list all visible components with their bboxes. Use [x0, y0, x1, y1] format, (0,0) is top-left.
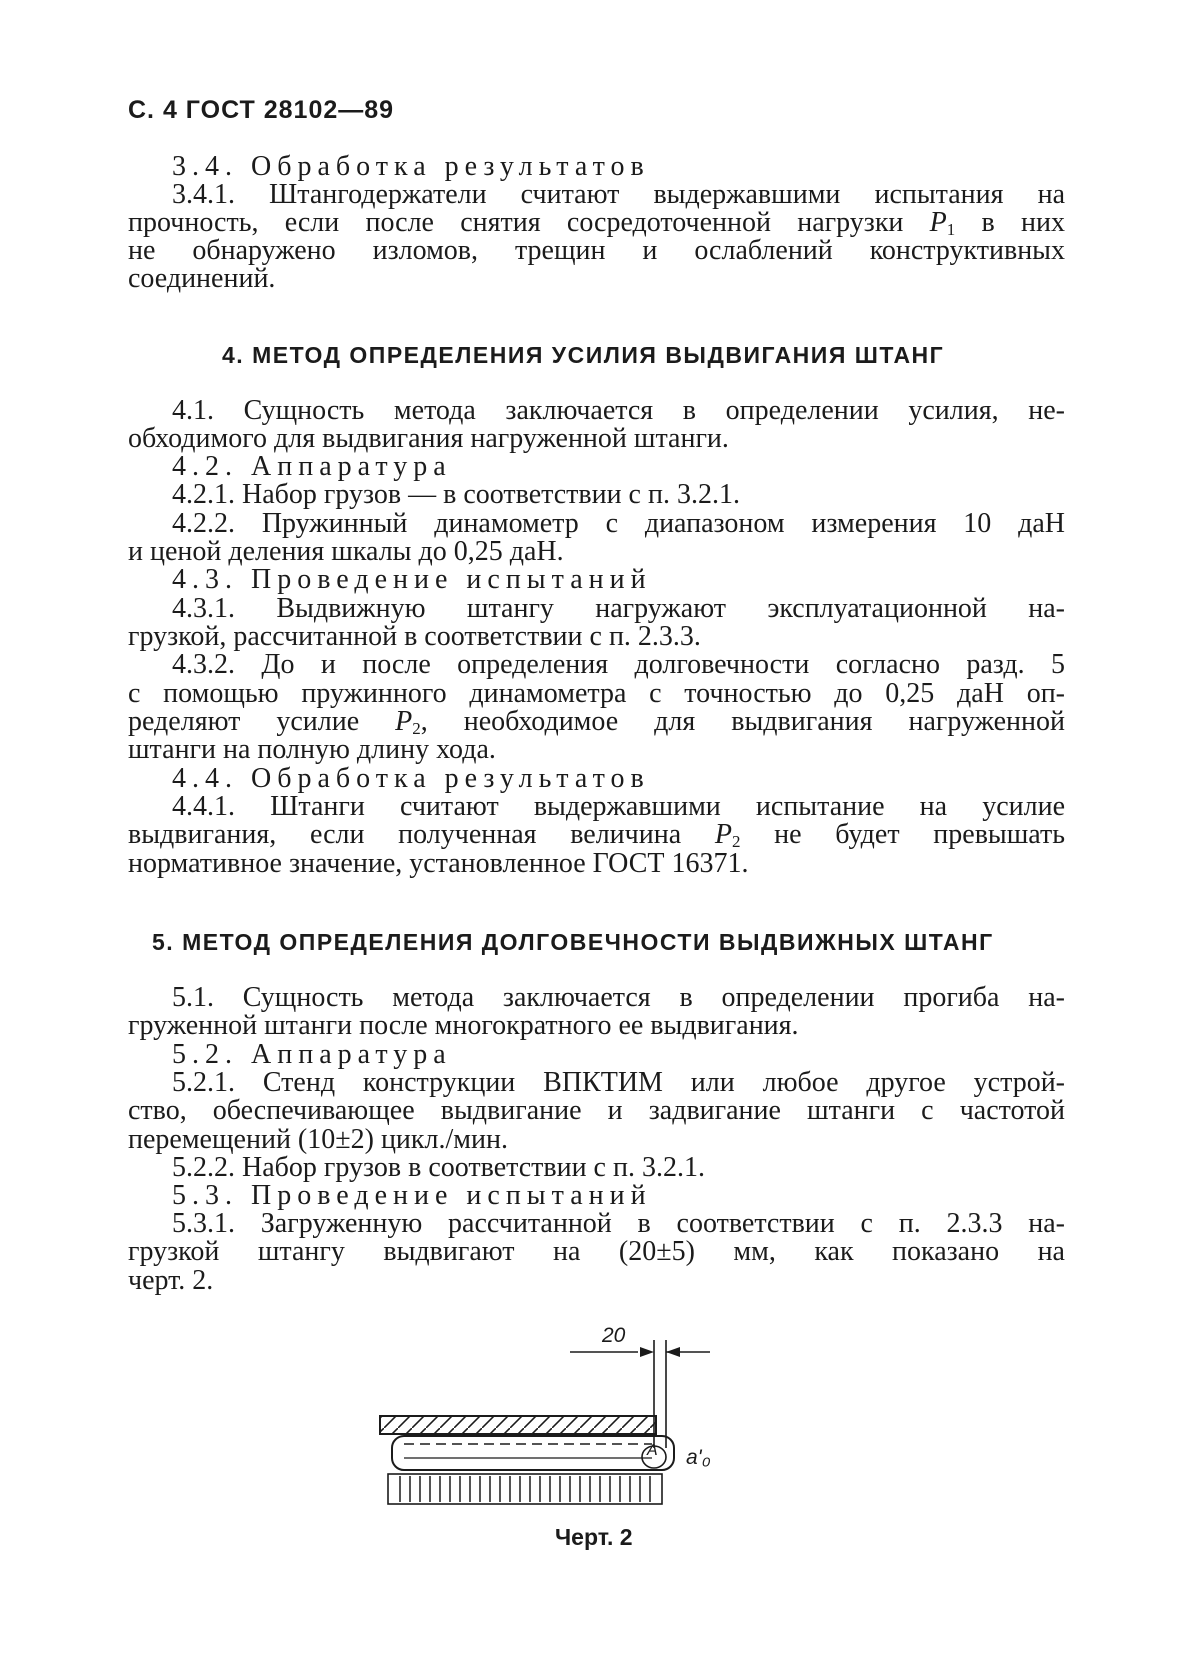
- text-line: 5.1. Сущность метода заключается в определении прогиба на-: [172, 982, 1065, 1013]
- text-line: черт. 2.: [128, 1265, 214, 1296]
- text-line: груженной штанги после многократного ее выдвигания.: [128, 1010, 799, 1041]
- section-heading-4: 4. МЕТОД ОПРЕДЕЛЕНИЯ УСИЛИЯ ВЫДВИГАНИЯ ШТАНГ: [222, 342, 945, 368]
- figure-svg: [370, 1330, 770, 1520]
- dimension-arrow-left: [640, 1347, 654, 1357]
- text-line: перемещений (10±2) цикл./мин.: [128, 1124, 508, 1155]
- text-line: 4.1. Сущность метода заключается в определении усилия, не-: [172, 395, 1065, 426]
- text-line: 4.3.2. До и после определения долговечности согласно разд. 5: [172, 649, 1065, 680]
- rod: [392, 1436, 674, 1470]
- base-stripes: [400, 1476, 650, 1502]
- base-block: [388, 1474, 662, 1504]
- text-line: выдвигания, если полученная величина $P_2$ не будет превышать: [128, 819, 1066, 851]
- subsection-title-4-4: 4.4. Обработка результатов: [172, 763, 650, 794]
- subsection-title-4-3: 4.3. Проведение испытаний: [172, 564, 652, 595]
- text-line: прочность, если после снятия сосредоточенной нагрузки $P_1$ в них: [128, 207, 1065, 239]
- text-line: и ценой деления шкалы до 0,25 даН.: [128, 536, 564, 567]
- dimension-arrow-right: [666, 1347, 680, 1357]
- subsection-title-4-2: 4.2. Аппаратура: [172, 451, 452, 482]
- text-line: нормативное значение, установленное ГОСТ 16371.: [128, 848, 749, 879]
- figure-caption: Черт. 2: [555, 1524, 633, 1550]
- text-line: 4.2.2. Пружинный динамометр с диапазоном измерения 10 даН: [172, 508, 1065, 539]
- subsection-title-5-3: 5.3. Проведение испытаний: [172, 1180, 652, 1211]
- text-line: обходимого для выдвигания нагруженной штанги.: [128, 423, 729, 454]
- page-header: С. 4 ГОСТ 28102—89: [128, 96, 395, 124]
- text-line: грузкой, рассчитанной в соответствии с п. 2.3.3.: [128, 621, 701, 652]
- text-line: 4.2.1. Набор грузов — в соответствии с п. 3.2.1.: [172, 479, 740, 510]
- text-line: 4.4.1. Штанги считают выдержавшими испытание на усилие: [172, 791, 1065, 822]
- text-line: не обнаружено изломов, трещин и ослаблений конструктивных: [128, 235, 1065, 266]
- text-line: с помощью пружинного динамометра с точностью до 0,25 даН оп-: [128, 678, 1065, 709]
- top-plate: [380, 1416, 656, 1434]
- subsection-title-3-4: 3.4. Обработка результатов: [172, 151, 650, 182]
- text-line: соединений.: [128, 263, 276, 294]
- text-line: 5.2.1. Стенд конструкции ВПКТИМ или любое другое устрой-: [172, 1067, 1065, 1098]
- section-heading-5: 5. МЕТОД ОПРЕДЕЛЕНИЯ ДОЛГОВЕЧНОСТИ ВЫДВИЖНЫХ ШТАНГ: [152, 929, 994, 955]
- text-line: 4.3.1. Выдвижную штангу нагружают эксплуатационной на-: [172, 593, 1065, 624]
- text-line: ределяют усилие $P_2$, необходимое для выдвигания нагруженной: [128, 706, 1065, 738]
- text-line: ство, обеспечивающее выдвигание и задвигание штанги с частотой: [128, 1095, 1065, 1126]
- text-line: штанги на полную длину хода.: [128, 734, 496, 765]
- text-line: 5.2.2. Набор грузов в соответствии с п. 3.2.1.: [172, 1152, 705, 1183]
- deflection-label: a'₀: [686, 1446, 711, 1469]
- text-line: 3.4.1. Штангодержатели считают выдержавшими испытания на: [172, 179, 1065, 210]
- subsection-title-5-2: 5.2. Аппаратура: [172, 1039, 452, 1070]
- text-line: 5.3.1. Загруженную рассчитанной в соответствии с п. 2.3.3 на-: [172, 1208, 1065, 1239]
- figure-drawing: [370, 1324, 770, 1520]
- dimension-label: 20: [602, 1324, 626, 1347]
- point-a-label: A: [647, 1442, 658, 1459]
- text-line: грузкой штангу выдвигают на (20±5) мм, как показано на: [128, 1236, 1065, 1267]
